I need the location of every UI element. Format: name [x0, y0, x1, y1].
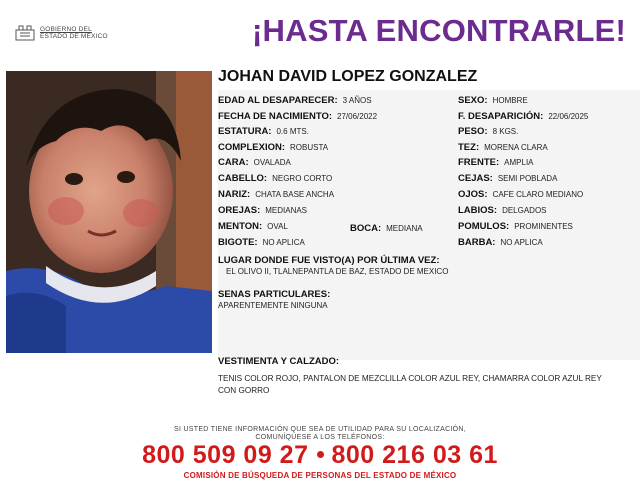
state-seal-icon	[14, 24, 36, 42]
field-hair: CABELLO: NEGRO CORTO	[218, 173, 333, 184]
phone-numbers	[0, 441, 640, 470]
last-seen-title: LUGAR DONDE FUE VISTO(A) POR ÚLTIMA VEZ:	[218, 255, 440, 266]
marks-title: SENAS PARTICULARES:	[218, 289, 331, 300]
field-beard: BARBA: NO APLICA	[458, 237, 543, 248]
phone-number-2[interactable]: 800 216 03 61	[331, 441, 498, 469]
field-age: EDAD AL DESAPARECER: 3 AÑOS	[218, 95, 372, 106]
missing-person-photo	[6, 71, 212, 353]
field-disappearance-date: F. DESAPARICIÓN: 22/06/2025	[458, 111, 589, 122]
person-name: JOHAN DAVID LOPEZ GONZALEZ	[218, 68, 478, 85]
government-logo	[14, 24, 108, 42]
field-build: COMPLEXION: ROBUSTA	[218, 142, 329, 153]
footer-commission: COMISIÓN DE BÚSQUEDA DE PERSONAS DEL ESTADO DE MÉXICO	[183, 471, 457, 480]
field-forehead: FRENTE: AMPLIA	[458, 157, 534, 168]
phone-number-1[interactable]: 800 509 09 27	[142, 441, 309, 469]
headline: ¡HASTA ENCONTRARLE!	[252, 13, 627, 48]
last-seen-value: EL OLIVO II, TLALNEPANTLA DE BAZ, ESTADO DE MEXICO	[226, 267, 449, 276]
field-complexion: TEZ: MORENA CLARA	[458, 142, 548, 153]
field-cheekbones: POMULOS: PROMINENTES	[458, 221, 573, 232]
field-mustache: BIGOTE: NO APLICA	[218, 237, 305, 248]
field-birthdate: FECHA DE NACIMIENTO: 27/06/2022	[218, 111, 378, 122]
org-name-line1: GOBIERNO DEL	[40, 26, 92, 33]
marks-value: APARENTEMENTE NINGUNA	[218, 301, 328, 310]
header	[0, 0, 640, 64]
info-panel	[218, 90, 640, 360]
org-name-line2: ESTADO DE MÉXICO	[40, 33, 108, 40]
separator-dot-icon	[317, 451, 324, 458]
field-nose: NARIZ: CHATA BASE ANCHA	[218, 189, 335, 200]
field-eyebrows: CEJAS: SEMI POBLADA	[458, 173, 558, 184]
field-ears: OREJAS: MEDIANAS	[218, 205, 308, 216]
field-height: ESTATURA: 0.6 MTS.	[218, 126, 309, 137]
contact-note-line2: COMUNÍQUESE A LOS TELÉFONOS:	[255, 434, 385, 441]
field-chin: MENTON: OVAL	[218, 221, 288, 232]
field-mouth: BOCA: MEDIANA	[350, 223, 423, 234]
field-weight: PESO: 8 KGS.	[458, 126, 519, 137]
clothing-title: VESTIMENTA Y CALZADO:	[218, 356, 340, 367]
field-face: CARA: OVALADA	[218, 157, 291, 168]
field-sex: SEXO: HOMBRE	[458, 95, 528, 106]
contact-note-line1: SI USTED TIENE INFORMACIÓN QUE SEA DE UTILIDAD PARA SU LOCALIZACIÓN,	[173, 426, 467, 433]
clothing-value: TENIS COLOR ROJO, PANTALON DE MEZCLILLA COLOR AZUL REY, CHAMARRA COLOR AZUL REY CON GORRO	[218, 374, 602, 395]
field-eyes: OJOS: CAFE CLARO MEDIANO	[458, 189, 584, 200]
field-lips: LABIOS: DELGADOS	[458, 205, 547, 216]
